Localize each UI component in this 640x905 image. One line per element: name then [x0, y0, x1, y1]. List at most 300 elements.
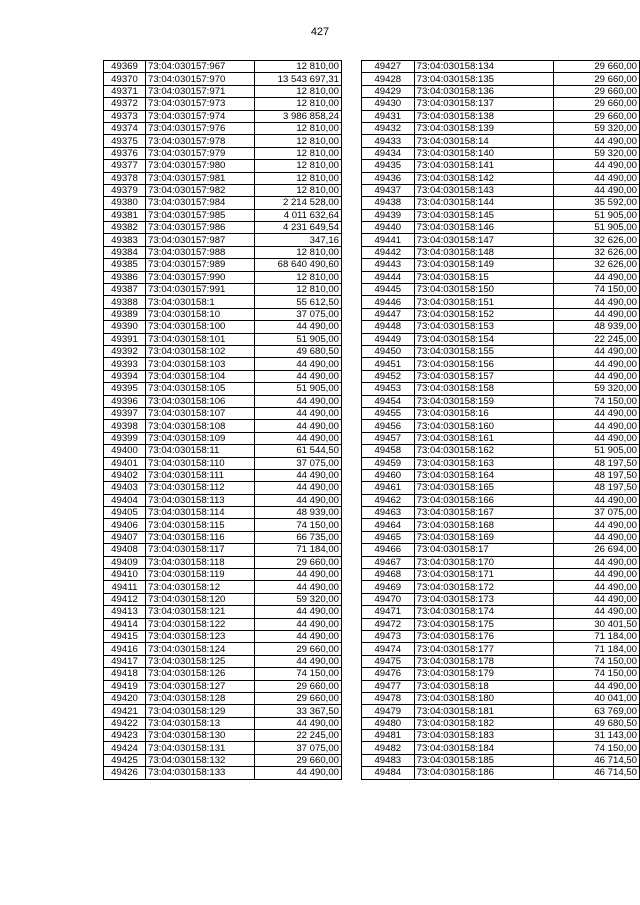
table-row [362, 284, 640, 296]
row-number-cell: 49427 [362, 61, 415, 73]
row-number-cell: 49413 [104, 606, 146, 618]
value-cell: 44 490,00 [553, 370, 639, 382]
table-row [104, 544, 342, 556]
cadastral-number-cell: 73:04:030157:973 [146, 98, 255, 110]
value-cell: 49 680,50 [553, 717, 639, 729]
cadastral-number-cell: 73:04:030158:147 [414, 234, 553, 246]
row-number-cell: 49437 [362, 184, 415, 196]
cadastral-number-cell: 73:04:030158:162 [414, 445, 553, 457]
row-number-cell: 49452 [362, 370, 415, 382]
row-number-cell: 49409 [104, 556, 146, 568]
cadastral-number-cell: 73:04:030158:136 [414, 85, 553, 97]
value-cell: 68 640 490,60 [255, 259, 342, 271]
value-cell: 44 490,00 [553, 160, 639, 172]
table-row [362, 717, 640, 729]
value-cell: 12 810,00 [255, 160, 342, 172]
value-cell: 74 150,00 [553, 668, 639, 680]
cadastral-number-cell: 73:04:030158:177 [414, 643, 553, 655]
row-number-cell: 49460 [362, 469, 415, 481]
value-cell: 29 660,00 [255, 754, 342, 766]
table-row [362, 222, 640, 234]
cadastral-number-cell: 73:04:030158:122 [146, 618, 255, 630]
cadastral-number-cell: 73:04:030158:116 [146, 531, 255, 543]
row-number-cell: 49393 [104, 358, 146, 370]
table-row [362, 593, 640, 605]
value-cell: 51 905,00 [255, 333, 342, 345]
value-cell: 22 245,00 [255, 730, 342, 742]
row-number-cell: 49398 [104, 420, 146, 432]
value-cell: 71 184,00 [255, 544, 342, 556]
row-number-cell: 49388 [104, 296, 146, 308]
row-number-cell: 49481 [362, 730, 415, 742]
table-row [104, 209, 342, 221]
row-number-cell: 49371 [104, 85, 146, 97]
table-row [104, 730, 342, 742]
row-number-cell: 49381 [104, 209, 146, 221]
value-cell: 4 011 632,64 [255, 209, 342, 221]
value-cell: 48 197,50 [553, 469, 639, 481]
cadastral-number-cell: 73:04:030158:146 [414, 222, 553, 234]
table-row [362, 754, 640, 766]
value-cell: 44 490,00 [553, 172, 639, 184]
cadastral-number-cell: 73:04:030158:175 [414, 618, 553, 630]
row-number-cell: 49458 [362, 445, 415, 457]
value-cell: 37 075,00 [255, 308, 342, 320]
table-row [104, 122, 342, 134]
value-cell: 29 660,00 [255, 556, 342, 568]
cadastral-number-cell: 73:04:030158:104 [146, 370, 255, 382]
cadastral-number-cell: 73:04:030158:1 [146, 296, 255, 308]
value-cell: 29 660,00 [255, 643, 342, 655]
value-cell: 29 660,00 [553, 85, 639, 97]
value-cell: 46 714,50 [553, 754, 639, 766]
table-row [362, 630, 640, 642]
cadastral-number-cell: 73:04:030158:183 [414, 730, 553, 742]
table-row [362, 767, 640, 779]
value-cell: 44 490,00 [255, 717, 342, 729]
value-cell: 74 150,00 [553, 655, 639, 667]
row-number-cell: 49461 [362, 482, 415, 494]
row-number-cell: 49430 [362, 98, 415, 110]
value-cell: 51 905,00 [553, 445, 639, 457]
table-row [104, 519, 342, 531]
cadastral-number-cell: 73:04:030158:112 [146, 482, 255, 494]
table-row [104, 531, 342, 543]
cadastral-number-cell: 73:04:030158:101 [146, 333, 255, 345]
table-row [104, 160, 342, 172]
cadastral-number-cell: 73:04:030158:109 [146, 432, 255, 444]
cadastral-number-cell: 73:04:030158:132 [146, 754, 255, 766]
page-number: 427 [310, 26, 330, 38]
row-number-cell: 49400 [104, 445, 146, 457]
row-number-cell: 49432 [362, 122, 415, 134]
cadastral-number-cell: 73:04:030158:18 [414, 680, 553, 692]
value-cell: 12 810,00 [255, 284, 342, 296]
cadastral-number-cell: 73:04:030158:184 [414, 742, 553, 754]
row-number-cell: 49479 [362, 705, 415, 717]
table-row [362, 370, 640, 382]
cadastral-number-cell: 73:04:030158:172 [414, 581, 553, 593]
table-row [362, 692, 640, 704]
row-number-cell: 49448 [362, 321, 415, 333]
value-cell: 44 490,00 [255, 420, 342, 432]
table-row [104, 606, 342, 618]
row-number-cell: 49439 [362, 209, 415, 221]
table-row [104, 345, 342, 357]
table-row [104, 569, 342, 581]
value-cell: 37 075,00 [255, 742, 342, 754]
value-cell: 30 401,50 [553, 618, 639, 630]
cadastral-number-cell: 73:04:030158:123 [146, 630, 255, 642]
table-row [104, 692, 342, 704]
row-number-cell: 49476 [362, 668, 415, 680]
cadastral-number-cell: 73:04:030158:126 [146, 668, 255, 680]
table-row [104, 717, 342, 729]
table-row [104, 246, 342, 258]
cadastral-number-cell: 73:04:030158:138 [414, 110, 553, 122]
row-number-cell: 49482 [362, 742, 415, 754]
value-cell: 44 490,00 [553, 308, 639, 320]
row-number-cell: 49436 [362, 172, 415, 184]
cadastral-number-cell: 73:04:030158:155 [414, 345, 553, 357]
value-cell: 12 810,00 [255, 246, 342, 258]
table-row [104, 705, 342, 717]
row-number-cell: 49463 [362, 507, 415, 519]
cadastral-number-cell: 73:04:030158:182 [414, 717, 553, 729]
table-row [362, 234, 640, 246]
table-row [362, 655, 640, 667]
cadastral-number-cell: 73:04:030158:151 [414, 296, 553, 308]
table-row [362, 507, 640, 519]
table-row [104, 395, 342, 407]
cadastral-number-cell: 73:04:030158:129 [146, 705, 255, 717]
value-cell: 44 490,00 [255, 407, 342, 419]
value-cell: 44 490,00 [553, 556, 639, 568]
row-number-cell: 49386 [104, 271, 146, 283]
table-row [362, 271, 640, 283]
table-row [104, 147, 342, 159]
value-cell: 44 490,00 [553, 519, 639, 531]
table-row [362, 333, 640, 345]
value-cell: 71 184,00 [553, 630, 639, 642]
value-cell: 44 490,00 [553, 271, 639, 283]
cadastral-number-cell: 73:04:030157:982 [146, 184, 255, 196]
cadastral-number-cell: 73:04:030158:157 [414, 370, 553, 382]
value-cell: 44 490,00 [553, 407, 639, 419]
cadastral-number-cell: 73:04:030158:17 [414, 544, 553, 556]
row-number-cell: 49390 [104, 321, 146, 333]
value-cell: 44 490,00 [553, 569, 639, 581]
value-cell: 59 320,00 [553, 122, 639, 134]
value-cell: 59 320,00 [255, 593, 342, 605]
value-cell: 29 660,00 [553, 61, 639, 73]
row-number-cell: 49418 [104, 668, 146, 680]
cadastral-number-cell: 73:04:030158:113 [146, 494, 255, 506]
value-cell: 44 490,00 [255, 370, 342, 382]
cadastral-number-cell: 73:04:030158:10 [146, 308, 255, 320]
value-cell: 12 810,00 [255, 147, 342, 159]
value-cell: 44 490,00 [255, 395, 342, 407]
cadastral-number-cell: 73:04:030158:170 [414, 556, 553, 568]
value-cell: 63 769,00 [553, 705, 639, 717]
table-row [362, 445, 640, 457]
cadastral-number-cell: 73:04:030158:165 [414, 482, 553, 494]
cadastral-number-cell: 73:04:030158:119 [146, 569, 255, 581]
table-row [362, 606, 640, 618]
cadastral-number-cell: 73:04:030158:171 [414, 569, 553, 581]
value-cell: 13 543 697,31 [255, 73, 342, 85]
row-number-cell: 49383 [104, 234, 146, 246]
row-number-cell: 49373 [104, 110, 146, 122]
value-cell: 44 490,00 [553, 135, 639, 147]
value-cell: 3 986 858,24 [255, 110, 342, 122]
row-number-cell: 49392 [104, 345, 146, 357]
row-number-cell: 49403 [104, 482, 146, 494]
row-number-cell: 49464 [362, 519, 415, 531]
cadastral-number-cell: 73:04:030158:124 [146, 643, 255, 655]
row-number-cell: 49450 [362, 345, 415, 357]
table-row [104, 482, 342, 494]
row-number-cell: 49472 [362, 618, 415, 630]
table-row [362, 457, 640, 469]
cadastral-number-cell: 73:04:030158:166 [414, 494, 553, 506]
row-number-cell: 49449 [362, 333, 415, 345]
row-number-cell: 49483 [362, 754, 415, 766]
table-row [104, 222, 342, 234]
row-number-cell: 49442 [362, 246, 415, 258]
value-cell: 55 612,50 [255, 296, 342, 308]
cadastral-number-cell: 73:04:030158:148 [414, 246, 553, 258]
row-number-cell: 49455 [362, 407, 415, 419]
value-cell: 48 939,00 [553, 321, 639, 333]
table-row [362, 160, 640, 172]
value-cell: 347,16 [255, 234, 342, 246]
value-cell: 61 544,50 [255, 445, 342, 457]
cadastral-number-cell: 73:04:030158:181 [414, 705, 553, 717]
value-cell: 44 490,00 [553, 593, 639, 605]
row-number-cell: 49404 [104, 494, 146, 506]
right-table-body [362, 61, 640, 780]
table-row [362, 172, 640, 184]
cadastral-number-cell: 73:04:030158:179 [414, 668, 553, 680]
cadastral-number-cell: 73:04:030157:970 [146, 73, 255, 85]
left-table-body [104, 61, 342, 780]
row-number-cell: 49425 [104, 754, 146, 766]
row-number-cell: 49387 [104, 284, 146, 296]
table-row [104, 457, 342, 469]
cadastral-number-cell: 73:04:030158:133 [146, 767, 255, 779]
row-number-cell: 49422 [104, 717, 146, 729]
value-cell: 12 810,00 [255, 122, 342, 134]
table-row [362, 618, 640, 630]
value-cell: 44 490,00 [255, 581, 342, 593]
row-number-cell: 49406 [104, 519, 146, 531]
cadastral-number-cell: 73:04:030158:149 [414, 259, 553, 271]
row-number-cell: 49377 [104, 160, 146, 172]
table-row [104, 581, 342, 593]
row-number-cell: 49420 [104, 692, 146, 704]
value-cell: 32 626,00 [553, 234, 639, 246]
value-cell: 74 150,00 [553, 742, 639, 754]
cadastral-number-cell: 73:04:030157:991 [146, 284, 255, 296]
row-number-cell: 49447 [362, 308, 415, 320]
row-number-cell: 49469 [362, 581, 415, 593]
row-number-cell: 49376 [104, 147, 146, 159]
value-cell: 31 143,00 [553, 730, 639, 742]
row-number-cell: 49453 [362, 383, 415, 395]
row-number-cell: 49462 [362, 494, 415, 506]
cadastral-number-cell: 73:04:030158:161 [414, 432, 553, 444]
row-number-cell: 49429 [362, 85, 415, 97]
table-row [362, 85, 640, 97]
row-number-cell: 49471 [362, 606, 415, 618]
table-row [362, 110, 640, 122]
cadastral-number-cell: 73:04:030158:180 [414, 692, 553, 704]
value-cell: 71 184,00 [553, 643, 639, 655]
cadastral-number-cell: 73:04:030157:978 [146, 135, 255, 147]
row-number-cell: 49385 [104, 259, 146, 271]
value-cell: 29 660,00 [255, 692, 342, 704]
table-row [362, 730, 640, 742]
table-row [104, 184, 342, 196]
row-number-cell: 49484 [362, 767, 415, 779]
value-cell: 51 905,00 [553, 222, 639, 234]
cadastral-number-cell: 73:04:030158:167 [414, 507, 553, 519]
row-number-cell: 49441 [362, 234, 415, 246]
value-cell: 44 490,00 [255, 358, 342, 370]
cadastral-number-cell: 73:04:030158:11 [146, 445, 255, 457]
value-cell: 74 150,00 [255, 519, 342, 531]
table-row [362, 544, 640, 556]
table-row [104, 98, 342, 110]
table-row [362, 469, 640, 481]
row-number-cell: 49416 [104, 643, 146, 655]
row-number-cell: 49399 [104, 432, 146, 444]
value-cell: 51 905,00 [553, 209, 639, 221]
cadastral-number-cell: 73:04:030158:130 [146, 730, 255, 742]
cadastral-number-cell: 73:04:030158:103 [146, 358, 255, 370]
value-cell: 49 680,50 [255, 345, 342, 357]
row-number-cell: 49379 [104, 184, 146, 196]
row-number-cell: 49394 [104, 370, 146, 382]
row-number-cell: 49415 [104, 630, 146, 642]
table-row [362, 308, 640, 320]
row-number-cell: 49456 [362, 420, 415, 432]
cadastral-number-cell: 73:04:030157:986 [146, 222, 255, 234]
row-number-cell: 49451 [362, 358, 415, 370]
value-cell: 44 490,00 [553, 581, 639, 593]
table-row [362, 680, 640, 692]
row-number-cell: 49443 [362, 259, 415, 271]
cadastral-number-cell: 73:04:030158:169 [414, 531, 553, 543]
cadastral-number-cell: 73:04:030158:107 [146, 407, 255, 419]
table-row [104, 259, 342, 271]
row-number-cell: 49468 [362, 569, 415, 581]
cadastral-number-cell: 73:04:030157:987 [146, 234, 255, 246]
table-row [362, 482, 640, 494]
row-number-cell: 49440 [362, 222, 415, 234]
table-row [104, 284, 342, 296]
value-cell: 44 490,00 [255, 630, 342, 642]
table-row [362, 345, 640, 357]
row-number-cell: 49372 [104, 98, 146, 110]
table-row [104, 469, 342, 481]
cadastral-number-cell: 73:04:030158:145 [414, 209, 553, 221]
row-number-cell: 49426 [104, 767, 146, 779]
row-number-cell: 49466 [362, 544, 415, 556]
cadastral-number-cell: 73:04:030158:120 [146, 593, 255, 605]
cadastral-number-cell: 73:04:030158:174 [414, 606, 553, 618]
table-row [104, 234, 342, 246]
row-number-cell: 49446 [362, 296, 415, 308]
table-row [104, 420, 342, 432]
row-number-cell: 49410 [104, 569, 146, 581]
table-row [362, 296, 640, 308]
cadastral-number-cell: 73:04:030158:152 [414, 308, 553, 320]
value-cell: 48 197,50 [553, 482, 639, 494]
value-cell: 26 694,00 [553, 544, 639, 556]
row-number-cell: 49414 [104, 618, 146, 630]
value-cell: 29 660,00 [553, 98, 639, 110]
value-cell: 44 490,00 [255, 469, 342, 481]
table-row [104, 135, 342, 147]
row-number-cell: 49470 [362, 593, 415, 605]
cadastral-number-cell: 73:04:030158:134 [414, 61, 553, 73]
value-cell: 48 939,00 [255, 507, 342, 519]
row-number-cell: 49434 [362, 147, 415, 159]
table-row [362, 742, 640, 754]
cadastral-number-cell: 73:04:030158:15 [414, 271, 553, 283]
right-data-table [361, 60, 640, 780]
value-cell: 33 367,50 [255, 705, 342, 717]
row-number-cell: 49389 [104, 308, 146, 320]
cadastral-number-cell: 73:04:030157:990 [146, 271, 255, 283]
value-cell: 29 660,00 [255, 680, 342, 692]
table-row [362, 358, 640, 370]
value-cell: 51 905,00 [255, 383, 342, 395]
cadastral-number-cell: 73:04:030158:139 [414, 122, 553, 134]
row-number-cell: 49375 [104, 135, 146, 147]
row-number-cell: 49445 [362, 284, 415, 296]
table-row [104, 333, 342, 345]
cadastral-number-cell: 73:04:030158:173 [414, 593, 553, 605]
table-row [362, 494, 640, 506]
row-number-cell: 49382 [104, 222, 146, 234]
row-number-cell: 49431 [362, 110, 415, 122]
cadastral-number-cell: 73:04:030158:131 [146, 742, 255, 754]
row-number-cell: 49374 [104, 122, 146, 134]
cadastral-number-cell: 73:04:030158:158 [414, 383, 553, 395]
table-row [104, 754, 342, 766]
row-number-cell: 49369 [104, 61, 146, 73]
cadastral-number-cell: 73:04:030158:108 [146, 420, 255, 432]
row-number-cell: 49391 [104, 333, 146, 345]
value-cell: 12 810,00 [255, 98, 342, 110]
value-cell: 12 810,00 [255, 61, 342, 73]
value-cell: 44 490,00 [255, 494, 342, 506]
value-cell: 22 245,00 [553, 333, 639, 345]
cadastral-number-cell: 73:04:030157:988 [146, 246, 255, 258]
value-cell: 44 490,00 [255, 655, 342, 667]
value-cell: 32 626,00 [553, 259, 639, 271]
table-row [104, 742, 342, 754]
value-cell: 44 490,00 [553, 606, 639, 618]
table-row [104, 383, 342, 395]
value-cell: 12 810,00 [255, 184, 342, 196]
cadastral-number-cell: 73:04:030157:974 [146, 110, 255, 122]
row-number-cell: 49428 [362, 73, 415, 85]
table-row [104, 370, 342, 382]
